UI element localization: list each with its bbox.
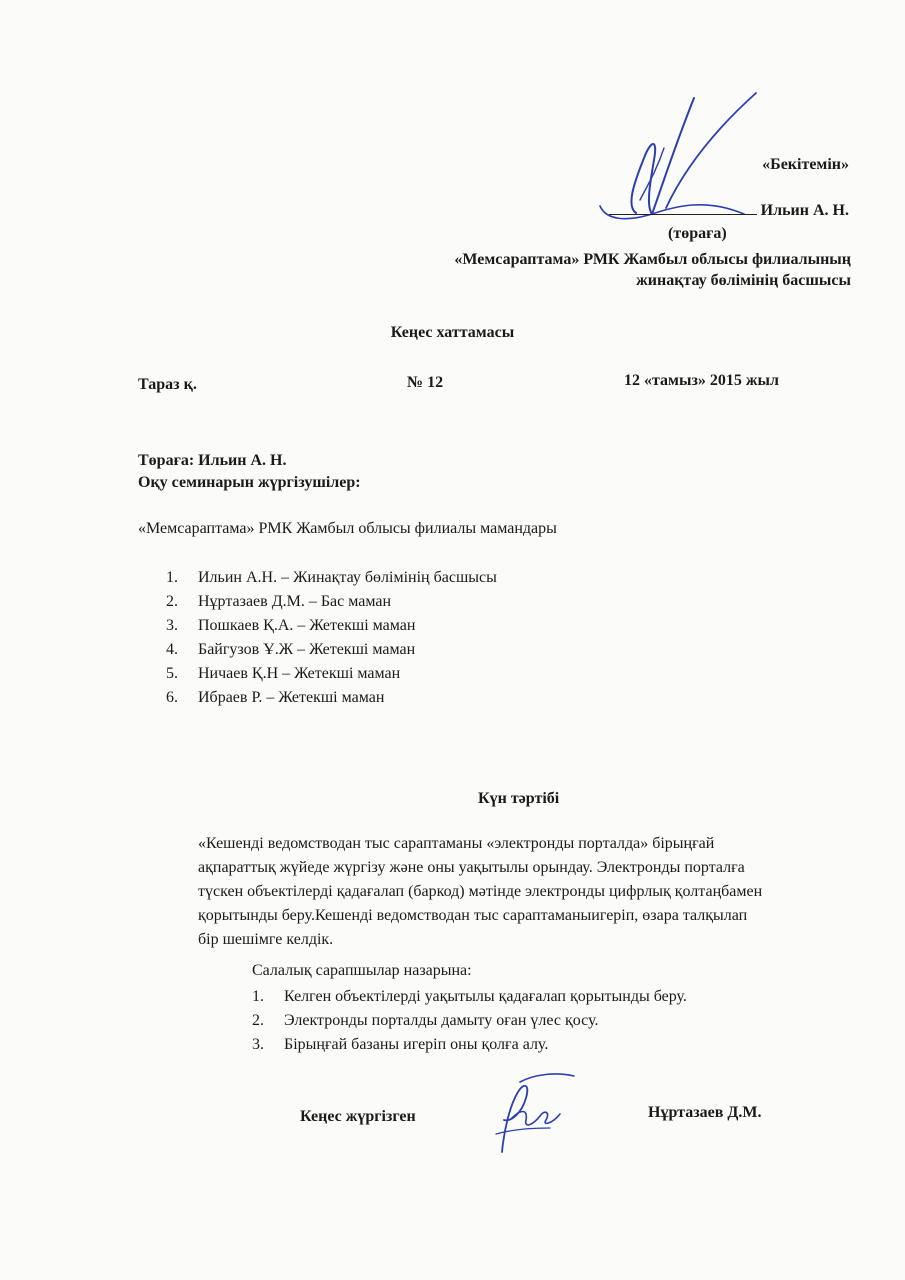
list-item: 5. Ничаев Қ.Н – Жетекші маман	[166, 665, 401, 682]
list-item: 4. Байгузов Ұ.Ж – Жетекші маман	[166, 641, 416, 658]
protocol-number: № 12	[407, 374, 444, 391]
protocol-date: 12 «тамыз» 2015 жыл	[624, 372, 779, 389]
org-line-1: «Мемсараптама» РМК Жамбыл облысы филиалының	[454, 251, 851, 268]
list-item: 2. Электронды порталды дамыту оған үлес қосу.	[252, 1012, 599, 1029]
conductors-label: Оқу семинарын жүргізушілер:	[138, 474, 361, 491]
org-line-2: жинақтау бөлімінің басшысы	[636, 272, 851, 289]
conductor-name: Нұртазаев Д.М.	[648, 1104, 762, 1121]
approver-name: Ильин А. Н.	[760, 202, 849, 219]
city: Тараз қ.	[138, 376, 197, 393]
conductor-signature	[490, 1070, 585, 1160]
agenda-line: қорытынды беру.Кешенді ведомстводан тыс сараптаманыигеріп, өзара талқылап	[198, 907, 748, 924]
agenda-line: бір шешімге келдік.	[198, 931, 334, 948]
agenda-line: түскен объектілерді қадағалап (баркод) мәтінде электронды цифрлық қолтаңбамен	[198, 883, 763, 900]
conducted-label: Кеңес жүргізген	[300, 1108, 416, 1125]
agenda-line: ақпараттық жүйеде жүргізу және оны уақытылы орындау. Электронды порталға	[198, 859, 745, 876]
list-item: 3. Бірыңғай базаны игеріп оны қолға алу.	[252, 1036, 549, 1053]
agenda-text	[198, 832, 762, 952]
agenda-line: «Кешенді ведомстводан тыс сараптаманы «электронды порталда» бірыңғай	[198, 835, 715, 852]
chair-line: Төраға: Ильин А. Н.	[138, 452, 287, 469]
document-title: Кеңес хаттамасы	[390, 324, 515, 341]
chair-role: (төраға)	[668, 225, 727, 242]
approve-label: «Бекітемін»	[762, 156, 849, 173]
list-item: 3. Пошкаев Қ.А. – Жетекші маман	[166, 617, 416, 634]
list-item: 2. Нұртазаев Д.М. – Бас маман	[166, 593, 392, 610]
approver-line	[609, 200, 849, 220]
list-item: 1. Ильин А.Н. – Жинақтау бөлімінің басшысы	[166, 569, 497, 586]
list-item: 6. Ибраев Р. – Жетекші маман	[166, 689, 385, 706]
signature-underline	[609, 200, 757, 215]
decisions-list	[246, 985, 687, 1057]
attention-label: Салалық сарапшылар назарына:	[252, 962, 472, 979]
agenda-title: Күн тәртібі	[478, 790, 560, 807]
specialists-intro: «Мемсараптама» РМК Жамбыл облысы филиалы мамандары	[138, 520, 557, 537]
participants-list	[160, 566, 497, 710]
list-item: 1. Келген объектілерді уақытылы қадағалап қорытынды беру.	[252, 988, 687, 1005]
